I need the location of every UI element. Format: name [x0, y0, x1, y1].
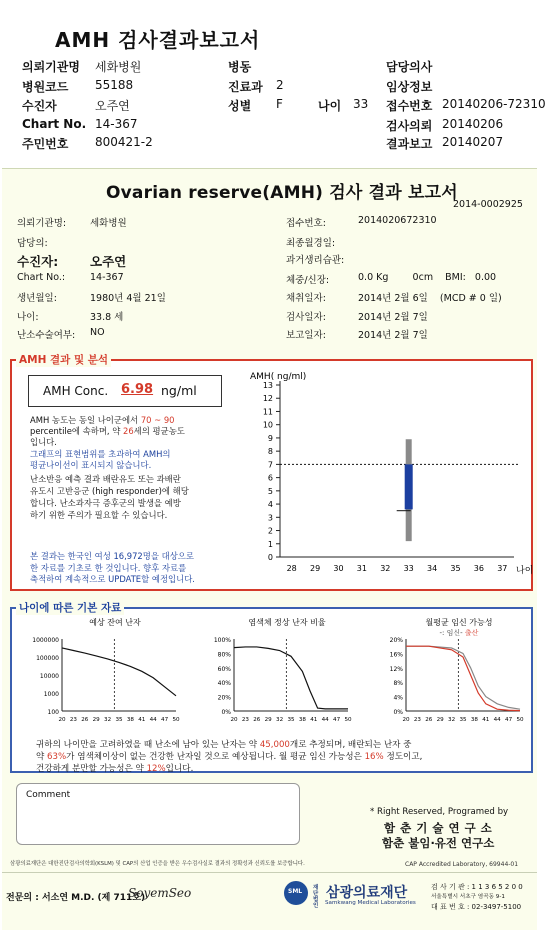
report-right-value: 2014020672310 [358, 215, 437, 226]
chrom-chart-x-tick: 32 [276, 717, 284, 723]
report-left-label: 생년월일: [17, 293, 57, 304]
report-left-value: 오주연 [90, 254, 127, 269]
preg-chart-x-tick: 23 [413, 717, 421, 723]
contact-3: 대 표 번 호 : 02-3497-5100 [431, 903, 522, 911]
preg-chart-x-tick: 35 [459, 717, 467, 723]
eggs-chart-x-tick: 47 [161, 717, 169, 723]
report-right-label: 검사일자: [286, 312, 326, 323]
header-label: 수진자 [22, 99, 57, 113]
eggs-chart-y-tick: 1000 [43, 691, 59, 698]
preg-chart-x-tick: 32 [448, 717, 456, 723]
preg-chart-x-tick: 47 [505, 717, 513, 723]
chrom-chart-x-tick: 23 [241, 717, 249, 723]
header-value: 20140207 [442, 135, 504, 149]
preg-chart-x-tick: 41 [482, 717, 490, 723]
header-label: 진료과 [228, 80, 263, 94]
amh-age-chart [230, 365, 534, 587]
amh-chart-x-tick: 34 [427, 564, 438, 573]
contact-2: 서울특별시 서초구 염곡동 9-1 [431, 894, 505, 900]
p1-d: 입니다. [30, 437, 57, 447]
amh-chart-y-tick: 10 [262, 420, 273, 430]
report-right-value: 2014년 2월 7일 [358, 312, 428, 323]
amh-chart-y-tick: 8 [267, 447, 273, 457]
chrom-chart-x-tick: 35 [287, 717, 295, 723]
p1-b: percentile에 속하며, 약 [30, 426, 121, 436]
p4-line-1: 본 결과는 한국인 여성 16,972명을 대상으로 [30, 551, 194, 561]
preg-chart-y-tick: 16% [389, 651, 403, 659]
header-value: 14-367 [95, 117, 138, 131]
amh-section-label: AMH 결과 및 분석 [16, 352, 111, 367]
report-right-label: 접수번호: [286, 218, 326, 229]
preg-chart-y-tick: 8% [393, 680, 403, 688]
report-left-value: 14-367 [90, 272, 124, 283]
eggs-chart-y-tick: 100 [47, 709, 59, 716]
preg-chart-legend-preg: -: 임신- [439, 629, 465, 637]
company-type: 재단법인 [313, 885, 319, 909]
report-left-label: 담당의: [17, 238, 48, 249]
eggs-chart-x-tick: 29 [92, 717, 100, 723]
eggs-chart-series-line [62, 648, 176, 696]
header-label: 의뢰기관명 [22, 60, 80, 74]
p2-line-2: 평균나이선이 표시되지 않습니다. [30, 460, 152, 470]
comment-box [16, 783, 300, 845]
amh-chart-x-tick: 29 [310, 564, 321, 573]
chrom-chart-series-line [234, 647, 348, 709]
report-sheet [2, 168, 537, 930]
header-label: 담당의사 [386, 60, 433, 74]
amh-average-box [405, 464, 413, 509]
amh-chart-y-tick: 6 [267, 473, 273, 483]
report-left-label: 수진자: [17, 254, 59, 269]
remaining-eggs-chart [16, 615, 184, 735]
p1-range: 70 ~ 90 [140, 415, 175, 425]
amh-chart-y-tick: 13 [262, 381, 273, 390]
amh-chart-x-tick: 30 [333, 564, 344, 573]
eggs-chart-x-tick: 23 [69, 717, 77, 723]
sum-1b: 개로 추정되며, 배란되는 난자 중 [289, 740, 412, 750]
amh-chart-y-tick: 2 [267, 526, 273, 536]
eggs-chart-x-tick: 38 [126, 717, 134, 723]
company-english: Samkwang Medical Laboratories [325, 900, 416, 906]
report-left-label: 나이: [17, 312, 39, 323]
eggs-chart-x-tick: 32 [104, 717, 112, 723]
eggs-chart-x-tick: 35 [115, 717, 123, 723]
report-left-value: 1980년 4월 21일 [90, 293, 166, 304]
preg-chart-series-line [406, 646, 520, 710]
preg-chart-y-tick: 20% [389, 637, 403, 644]
eggs-chart-x-tick: 26 [81, 717, 89, 723]
amh-chart-x-tick: 31 [356, 564, 367, 573]
data-source-note [30, 551, 195, 586]
sum-1a: 귀하의 나이만을 고려하였을 때 난소에 남아 있는 난자는 약 [36, 740, 258, 750]
preg-chart-x-tick: 38 [470, 717, 478, 723]
amh-conc-value: 6.98 [121, 382, 154, 397]
preg-chart-y-tick: 0% [393, 709, 403, 716]
chrom-chart-x-tick: 29 [264, 717, 272, 723]
p1-a: AMH 농도는 동일 나이군에서 [30, 415, 139, 425]
header-label: 병동 [228, 60, 252, 74]
amh-conc-box [28, 375, 222, 407]
eggs-chart-y-tick: 10000 [39, 673, 59, 680]
chrom-chart-x-tick: 44 [321, 717, 329, 723]
preg-chart-x-tick: 26 [425, 717, 433, 723]
normal-chromosome-chart [188, 615, 356, 735]
eggs-chart-x-tick: 20 [58, 717, 66, 723]
p3-line-4: 하기 위한 주의가 필요할 수 있습니다. [30, 510, 168, 520]
header-label: Chart No. [22, 117, 87, 131]
header-label: 성별 [228, 99, 252, 113]
amh-conc-label: AMH Conc. [43, 384, 109, 398]
chrom-chart-y-tick: 80% [217, 651, 231, 659]
basics-section-label: 나이에 따른 기본 자료 [16, 600, 124, 615]
specialist-label: 전문의 : 서소연 M.D. (제 711호) [6, 893, 146, 903]
report-right-label: 채취일자: [286, 293, 326, 304]
contact-1: 검 사 기 관 : 1 1 3 6 5 2 0 0 [431, 883, 523, 891]
header-label: 주민번호 [22, 137, 69, 151]
specialist-signature: SoyemSeo [128, 886, 192, 900]
report-right-value: 0.0 Kg 0cm BMI: 0.00 [358, 272, 497, 283]
amh-chart-x-tick: 36 [473, 564, 484, 573]
amh-chart-y-tick: 12 [262, 394, 273, 404]
age-summary-text [36, 739, 422, 775]
certification-note: 삼광의료재단은 대한진단검사의학회(KSLM) 및 CAP의 산업 인증을 받은 우수검사실로 결과의 정확성과 신뢰도를 보증합니다. [10, 861, 305, 867]
preg-chart-x-tick: 50 [516, 717, 524, 723]
chrom-chart-y-tick: 40% [217, 680, 231, 688]
amh-chart-y-tick: 1 [267, 539, 273, 549]
amh-chart-x-tick: 37 [497, 564, 508, 573]
monthly-pregnancy-chart [360, 615, 528, 735]
p4-line-2: 한 자료를 기초로 한 것입니다. 향후 자료를 [30, 562, 187, 573]
report-right-value: 2014년 2월 6일 (MCD # 0 일) [358, 293, 502, 304]
eggs-chart-x-tick: 41 [138, 717, 146, 723]
chrom-chart-y-tick: 60% [217, 665, 231, 673]
report-left-label: Chart No.: [17, 272, 66, 283]
amh-range-note [30, 449, 171, 471]
header-label: 접수번호 [386, 99, 433, 113]
cap-accreditation: CAP Accredited Laboratory, 69944-01 [405, 861, 519, 868]
preg-chart-x-tick: 20 [402, 717, 410, 723]
report-left-label: 의뢰기관명: [17, 218, 67, 229]
ovarian-response-note [30, 473, 189, 521]
institute-name-1: 함 춘 기 술 연 구 소 [384, 821, 493, 835]
chrom-chart-y-tick: 100% [213, 637, 231, 644]
preg-chart-title: 월평균 임신 가능성 [425, 618, 493, 627]
company-contact [431, 882, 523, 912]
report-right-label: 과거생리습관: [286, 255, 345, 266]
amh-chart-x-tick: 35 [450, 564, 461, 573]
comment-label: Comment [26, 790, 71, 800]
header-value: 20140206 [442, 117, 504, 131]
footer-divider [2, 872, 537, 873]
amh-chart-y-tick: 0 [267, 553, 273, 562]
header-value: 20140206-72310 [442, 97, 546, 111]
amh-chart-x-tick: 33 [403, 564, 414, 573]
sum-eggs: 45,000 [259, 740, 290, 750]
header-value-age: 33 [353, 97, 369, 111]
sum-2c: 정도이고, [386, 752, 423, 762]
amh-chart-ylabel: AMH( ng/ml) [250, 372, 307, 382]
header-value: 55188 [95, 78, 134, 92]
p3-line-1: 난소반응 예측 결과 배란유도 또는 과배란 [30, 474, 181, 484]
p3-line-3: 합니다. 난소과자극 증후군의 발생을 예방 [30, 498, 181, 508]
eggs-chart-y-tick: 1000000 [32, 637, 59, 644]
header-value: 세화병원 [95, 60, 142, 74]
report-right-value: 2014년 2월 7일 [358, 330, 428, 341]
header-value: 오주연 [95, 99, 130, 113]
chrom-chart-x-tick: 50 [344, 717, 352, 723]
age-basic-data-panel [10, 607, 533, 773]
sum-pct: 63% [47, 752, 67, 762]
header-value: F [276, 97, 283, 111]
sum-birth: 12% [146, 764, 166, 774]
chrom-chart-x-tick: 26 [253, 717, 261, 723]
amh-chart-y-tick: 7 [267, 460, 273, 470]
amh-chart-y-tick: 5 [267, 486, 273, 496]
report-left-value: 33.8 세 [90, 312, 124, 323]
p4-line-3: 축적하여 계속적으로 UPDATE할 예정입니다. [30, 574, 195, 584]
preg-chart-series-line [406, 646, 520, 709]
chrom-chart-x-tick: 38 [298, 717, 306, 723]
chrom-chart-y-tick: 20% [217, 694, 231, 702]
chrom-chart-y-tick: 0% [221, 709, 231, 716]
preg-chart-y-tick: 12% [389, 665, 403, 673]
chrom-chart-x-tick: 47 [333, 717, 341, 723]
amh-chart-x-tick: 28 [286, 564, 297, 573]
eggs-chart-y-tick: 100000 [36, 655, 59, 662]
sum-3b: 입니다. [165, 764, 194, 774]
header-value: 2 [276, 78, 284, 92]
sum-3a: 건강하게 분만할 가능성은 약 [36, 764, 144, 774]
sum-2a: 약 [36, 752, 45, 762]
p1-age: 26 [123, 426, 134, 436]
report-right-label: 보고일자: [286, 330, 326, 341]
header-label: 검사의뢰 [386, 119, 433, 133]
preg-chart-y-tick: 4% [393, 694, 403, 702]
eggs-chart-x-tick: 50 [172, 717, 180, 723]
preg-chart-legend [440, 628, 479, 637]
amh-chart-x-tick: 32 [380, 564, 391, 573]
report-title: Ovarian reserve(AMH) 검사 결과 보고서 [106, 183, 458, 203]
sum-2b: 가 염색체이상이 없는 건강한 난자일 것으로 예상됩니다. 월 평균 임신 가능성은 [66, 752, 362, 762]
report-right-label: 체중/신장: [286, 275, 330, 286]
amh-chart-xlabel: 나이 [516, 566, 534, 576]
report-doc-number: 2014-0002925 [453, 199, 523, 210]
p1-c: 세의 평균농도 [133, 426, 185, 436]
header-label: 결과보고 [386, 137, 433, 151]
amh-conc-unit: ng/ml [161, 383, 197, 398]
header-label: 병원코드 [22, 80, 69, 94]
report-left-value: NO [90, 327, 105, 338]
amh-chart-y-tick: 11 [262, 407, 273, 417]
company-name: 삼광의료재단 [326, 885, 408, 901]
header-title: AMH 검사결과보고서 [55, 28, 261, 52]
sum-preg: 16% [364, 752, 384, 762]
chrom-chart-title: 염색체 정상 난자 비율 [248, 618, 326, 627]
chrom-chart-x-tick: 20 [230, 717, 238, 723]
amh-chart-y-tick: 9 [267, 433, 273, 443]
institute-name-2: 함춘 불임·유전 연구소 [382, 836, 495, 850]
p3-line-2: 유도시 고반응군 (high responder)에 해당 [30, 486, 189, 496]
report-right-label: 최종월경일: [286, 238, 336, 249]
chrom-chart-x-tick: 41 [310, 717, 318, 723]
p2-line-1: 그래프의 표현범위를 초과하여 AMH의 [30, 449, 171, 459]
preg-chart-x-tick: 44 [493, 717, 501, 723]
amh-chart-y-tick: 4 [267, 500, 273, 510]
amh-chart-y-tick: 3 [267, 513, 273, 523]
report-left-label: 난소수술여부: [17, 330, 76, 341]
report-left-value: 세화병원 [90, 218, 127, 229]
header-label: 임상정보 [386, 80, 433, 94]
header-label-age: 나이 [318, 99, 342, 113]
eggs-chart-title: 예상 잔여 난자 [89, 618, 141, 627]
preg-chart-x-tick: 29 [436, 717, 444, 723]
preg-chart-legend-birth: 출산 [464, 629, 479, 637]
amh-percentile-text [30, 415, 185, 448]
rights-text: * Right Reserved, Programed by [370, 807, 509, 817]
eggs-chart-x-tick: 44 [149, 717, 157, 723]
header-value: 800421-2 [95, 135, 153, 149]
samkwang-logo-icon: SML [284, 881, 308, 905]
amh-analysis-panel [10, 359, 533, 591]
